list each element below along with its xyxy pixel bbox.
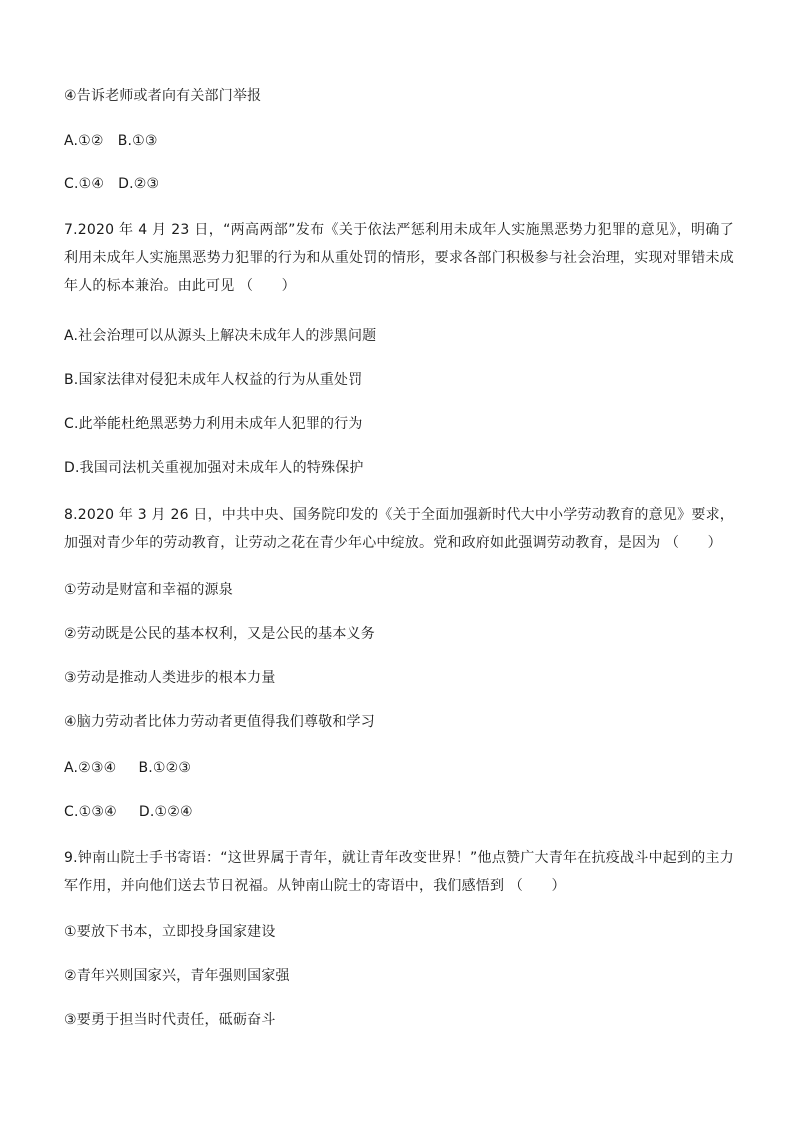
q9-item-2: ②青年兴则国家兴，青年强则国家强 xyxy=(64,968,290,984)
q8-stem: 8.2020 年 3 月 26 日，中共中央、国务院印发的《关于全面加强新时代大中小学劳动教育的意见》要求，加强对青少年的劳动教育，让劳动之花在青少年心中绽放。党和政府如此强调劳动教育，是因为 （ ） xyxy=(64,507,734,551)
q8-option-c: C.①③④ xyxy=(64,804,117,820)
q7-option-a: A.社会治理可以从源头上解决未成年人的涉黑问题 xyxy=(64,328,377,344)
q6-options-row-1 xyxy=(64,131,734,151)
q6-option-a: A.①② xyxy=(64,133,104,149)
q6-item-4: ④告诉老师或者向有关部门举报 xyxy=(64,88,262,104)
q8-option-d: D.①②④ xyxy=(138,804,193,820)
q8-item-3: ③劳动是推动人类进步的根本力量 xyxy=(64,670,276,686)
q6-option-c: C.①④ xyxy=(64,176,105,192)
q8-item-2: ②劳动既是公民的基本权利，又是公民的基本义务 xyxy=(64,626,375,642)
q8-item-4: ④脑力劳动者比体力劳动者更值得我们尊敬和学习 xyxy=(64,714,375,730)
q6-options-row-2 xyxy=(64,174,734,194)
q8-options-row-1 xyxy=(64,758,734,778)
q7-stem: 7.2020 年 4 月 23 日，“两高两部”发布《关于依法严惩利用未成年人实施黑恶势力犯罪的意见》，明确了利用未成年人实施黑恶势力犯罪的行为和从重处罚的情形，要求各部门积极参与社会治理，实现对罪错未成年人的标本兼治。由此可见 （ ） xyxy=(64,222,734,294)
q9-stem: 9.钟南山院士手书寄语：“这世界属于青年，就让青年改变世界！”他点赞广大青年在抗疫战斗中起到的主力军作用，并向他们送去节日祝福。从钟南山院士的寄语中，我们感悟到 （ ） xyxy=(64,850,734,894)
q7-option-b: B.国家法律对侵犯未成年人权益的行为从重处罚 xyxy=(64,372,363,388)
q7-option-c: C.此举能杜绝黑恶势力利用未成年人犯罪的行为 xyxy=(64,416,363,432)
q8-option-a: A.②③④ xyxy=(64,760,117,776)
q6-option-b: B.①③ xyxy=(117,133,158,149)
q9-item-1: ①要放下书本，立即投身国家建设 xyxy=(64,924,276,940)
q8-item-1: ①劳动是财富和幸福的源泉 xyxy=(64,582,233,598)
q8-option-b: B.①②③ xyxy=(138,760,192,776)
q6-option-d: D.②③ xyxy=(118,176,160,192)
q8-options-row-2 xyxy=(64,802,734,822)
q7-option-d: D.我国司法机关重视加强对未成年人的特殊保护 xyxy=(64,460,364,476)
q9-item-3: ③要勇于担当时代责任，砥砺奋斗 xyxy=(64,1012,276,1028)
